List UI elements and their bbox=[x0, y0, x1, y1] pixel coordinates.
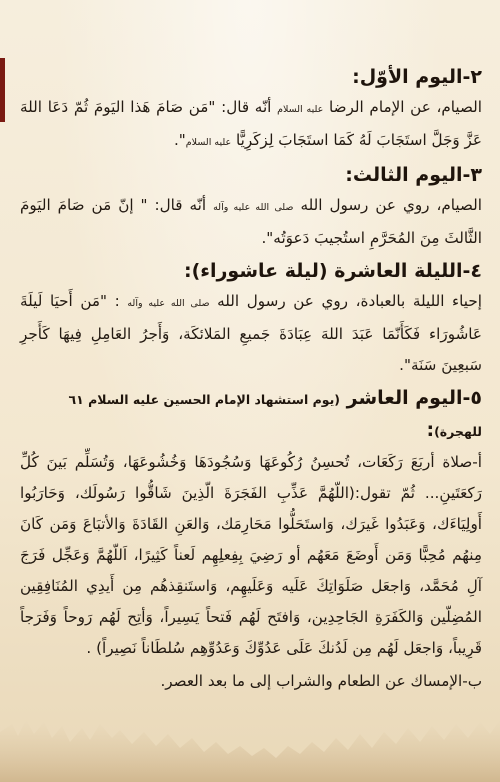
honorific-text: صلى الله عليه وآله bbox=[127, 298, 210, 309]
honorific-text: صلى الله عليه وآله bbox=[213, 202, 294, 213]
section-heading-day-3: ٣-اليوم الثالث: bbox=[345, 164, 482, 186]
heading-end-text: : bbox=[426, 419, 435, 441]
heading-subtitle-text: (يوم استشهاد الإمام الحسين عليه السلام ٦١ للهجرة) bbox=[68, 392, 482, 439]
honorific-text: عليه السلام bbox=[277, 104, 324, 115]
text-run: أ-صلاة أربَعَ رَكَعَات، تُحسِنُ رُكُوعَهَا وَسُجُودَهَا وَخُشُوعَهَا، وَتُسَلِّم بَينَ كُلِّ رَكعَتَينِ... ثُمّ تقول:(اللّهُمَّ عَذِّبِ الفَجَرَةَ الّذِينَ شَاقُّوا رَسُولَك، وَحَارَبُوا أَولِيَاءَك، وَعَبَدُوا غَيرَك، وَاستَحَلُّوا مَحَارِمَك، وَالعَنِ القَادَةَ وَالأتبَاعَ وَمَن كَانَ مِنهُم مُحِبًّا وَمَن أَوضَعَ مَعَهُم أو رَضِيَ بِفِعلِهِم لَعناً كَثِيرًا، اَللّهُمَّ وَعَجِّل فَرَجَ آلِ مُحَمَّد، وَاجعَل صَلَوَاتِكَ عَلَيه وَعَلَيهِم، وَاستَنقِذهُم مِن أَيدِي المُنَافِقِين المُضِلّين وَالكَفَرَةِ الجَاحِدِين، وَافتَح لَهُم فَتحاً يَسِيراً، وَأتِح لَهُم رَوحاً وَفَرَجاً قَرِيباً، وَاجعَل لَهُم مِن لَدُنكَ عَلَى عَدُوِّكَ وَعَدُوِّهِم سُلطَاناً نَصِيراً) . bbox=[20, 453, 482, 657]
edge-accent-bar bbox=[0, 58, 5, 122]
text-run: إحياء الليلة بالعبادة، روي عن رسول الله bbox=[209, 292, 482, 310]
final-note-line: ب-الإمساك عن الطعام والشراب إلى ما بعد العصر. bbox=[160, 672, 482, 690]
section-body-night-10 bbox=[20, 286, 482, 381]
section-heading-day-10 bbox=[20, 383, 482, 447]
section-heading-night-10: ٤-الليلة العاشرة (ليلة عاشوراء): bbox=[183, 260, 482, 282]
main-text-column bbox=[20, 62, 482, 697]
section-heading-day-1: ٢-اليوم الأوّل: bbox=[352, 66, 482, 88]
heading-main-text: ٥-اليوم العاشر bbox=[346, 387, 482, 409]
text-run: الصيام، عن الإمام الرضا bbox=[323, 98, 483, 116]
section-body-day-1 bbox=[20, 92, 482, 158]
text-run: الصيام، روي عن رسول الله bbox=[293, 196, 483, 214]
section-body-day-10 bbox=[20, 447, 482, 664]
text-run: : "مَن أَحيَا لَيلَةَ عَاشُورَاء فَكَأَنّمَا عَبَدَ اللهَ عِبَادَةَ جَميعِ المَلائكَة، وَأَجرُ العَامِلِ فِيهَا كَأَجرِ سَبعِينَ سَنَة". bbox=[20, 292, 482, 374]
text-run: أنّه قال: " إنّ مَن صَامَ اليَومَ الثَّالثَ مِنَ المُحَرَّمِ استُجيبَ دَعوَتُه". bbox=[20, 196, 482, 247]
honorific-text: عليه السلام bbox=[185, 137, 232, 148]
section-body-day-3 bbox=[20, 190, 482, 254]
text-run: ". bbox=[173, 131, 186, 149]
text-run: أنّه قال: "مَن صَامَ هَذا اليَومَ ثُمّ دَعَا اللهَ عَزَّ وَجَلَّ استَجَابَ لَهُ كَمَا استَجَابَ لِزكَرِيًّا bbox=[20, 98, 482, 149]
